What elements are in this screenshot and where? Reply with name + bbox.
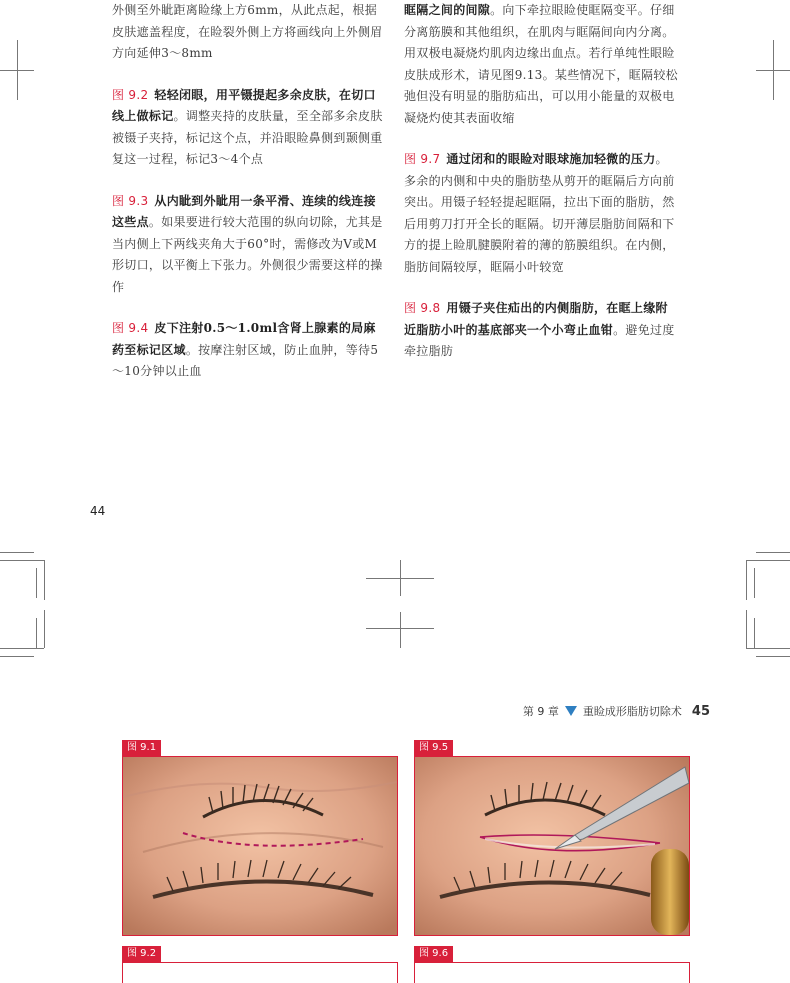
crop-mark (0, 560, 44, 561)
chapter-label: 第 9 章 (522, 705, 559, 718)
paragraph-fig-9-3 (112, 191, 387, 299)
right-text-column (404, 0, 680, 383)
triangle-icon (565, 706, 577, 716)
crop-mark (44, 560, 45, 600)
crop-mark (746, 610, 747, 648)
running-header (523, 703, 710, 719)
paragraph-bold-lead: 从内眦到外眦用一条平滑、连续的线连接这些点 (112, 193, 376, 229)
paragraph-bold-lead: 通过闭和的眼睑对眼球施加轻微的压力 (446, 152, 656, 166)
figure-9-2-partial (122, 962, 398, 983)
page-number-left: 44 (90, 504, 106, 518)
crop-mark (756, 656, 790, 657)
paragraph-fig-9-4 (112, 318, 387, 383)
crop-mark (746, 560, 790, 561)
crop-mark (36, 568, 37, 598)
paragraph-fig-9-2 (112, 85, 387, 171)
figure-tag: 图 9.1 (122, 740, 161, 756)
paragraph-bold-lead: 用镊子夹住疝出的内侧脂肪，在眶上缘附近脂肪小叶的基底部夹一个小弯止血钳 (404, 301, 668, 337)
crop-mark (773, 40, 774, 100)
figure-9-1-eyelid-marking (122, 756, 398, 936)
left-text-column (112, 0, 387, 403)
crop-mark (44, 610, 45, 648)
figure-label: 图 9.7 (404, 152, 441, 166)
crop-mark (0, 656, 34, 657)
crop-mark (746, 648, 790, 649)
paragraph-bold-lead: 皮下注射0.5～1.0ml含肾上腺素的局麻药至标记区域 (112, 321, 376, 357)
paragraph-text: 。如果要进行较大范围的纵向切除，尤其是当内侧上下两线夹角大于60°时，需修改为V或M形切口，以平衡上下张力。外侧很少需要这样的操作 (112, 215, 383, 294)
paragraph-text: 。按摩注射区域，防止血肿，等待5～10分钟以止血 (112, 342, 379, 378)
crop-mark (746, 560, 747, 600)
figure-label: 图 9.2 (112, 87, 149, 102)
crop-mark (36, 618, 37, 648)
figure-label: 图 9.3 (112, 193, 149, 208)
crop-mark (754, 568, 755, 598)
paragraph-text: 。多余的内侧和中央的脂肪垫从剪开的眶隔后方向前突出。用镊子轻轻提起眶隔，拉出下面的脂肪，然后用剪刀打开全长的眶隔。切开薄层脂肪间隔和下方的提上睑肌腱膜附着的薄的筋膜组织。在内侧，脂肪间隔较厚，眶隔小叶较宽 (404, 152, 675, 274)
figure-label: 图 9.8 (404, 301, 441, 315)
paragraph-text: 。避免过度牵拉脂肪 (404, 322, 675, 358)
paragraph-text: 外侧至外眦距离睑缘上方6mm，从此点起，根据皮肤遮盖程度，在睑裂外侧上方将画线向上外侧眉方向延伸3～8mm (112, 3, 383, 60)
figure-9-6-partial (414, 962, 690, 983)
paragraph-text: 。向下牵拉眼睑使眶隔变平。仔细分离筋膜和其他组织，在肌肉与眶隔间向内分离。用双极电凝烧灼肌肉边缘出血点。若行单纯性眼睑皮肤成形术，请见图9.13。某些情况下，眶隔较松弛但没有明显的脂肪疝出，可以用小能量的双极电凝烧灼使其表面收缩 (404, 3, 678, 125)
figure-tag: 图 9.5 (414, 740, 453, 756)
paragraph-fig-9-7 (404, 149, 680, 278)
chapter-title: 重睑成形脂肪切除术 (582, 705, 682, 718)
paragraph-fig-9-8 (404, 298, 680, 363)
crop-mark (756, 552, 790, 553)
figure-tag: 图 9.6 (414, 946, 453, 962)
crop-mark (400, 612, 401, 648)
paragraph-bold-lead: 眶隔之间的间隙 (404, 3, 491, 17)
paragraph-continuation (112, 0, 387, 65)
page-number-right: 45 (691, 703, 710, 719)
paragraph-text: 。调整夹持的皮肤量，至全部多余皮肤被镊子夹持，标记这个点，并沿眼睑鼻侧到颞侧重复这一过程，标记3～4个点 (112, 109, 383, 166)
paragraph-continuation (404, 0, 680, 129)
figure-label: 图 9.4 (112, 321, 149, 335)
paragraph-bold-lead: 轻轻闭眼，用平镊提起多余皮肤，在切口线上做标记 (112, 87, 376, 123)
crop-mark (0, 648, 44, 649)
crop-mark (754, 618, 755, 648)
figure-9-5-incision (414, 756, 690, 936)
figure-tag: 图 9.2 (122, 946, 161, 962)
crop-mark (400, 560, 401, 596)
crop-mark (17, 40, 18, 100)
crop-mark (0, 552, 34, 553)
